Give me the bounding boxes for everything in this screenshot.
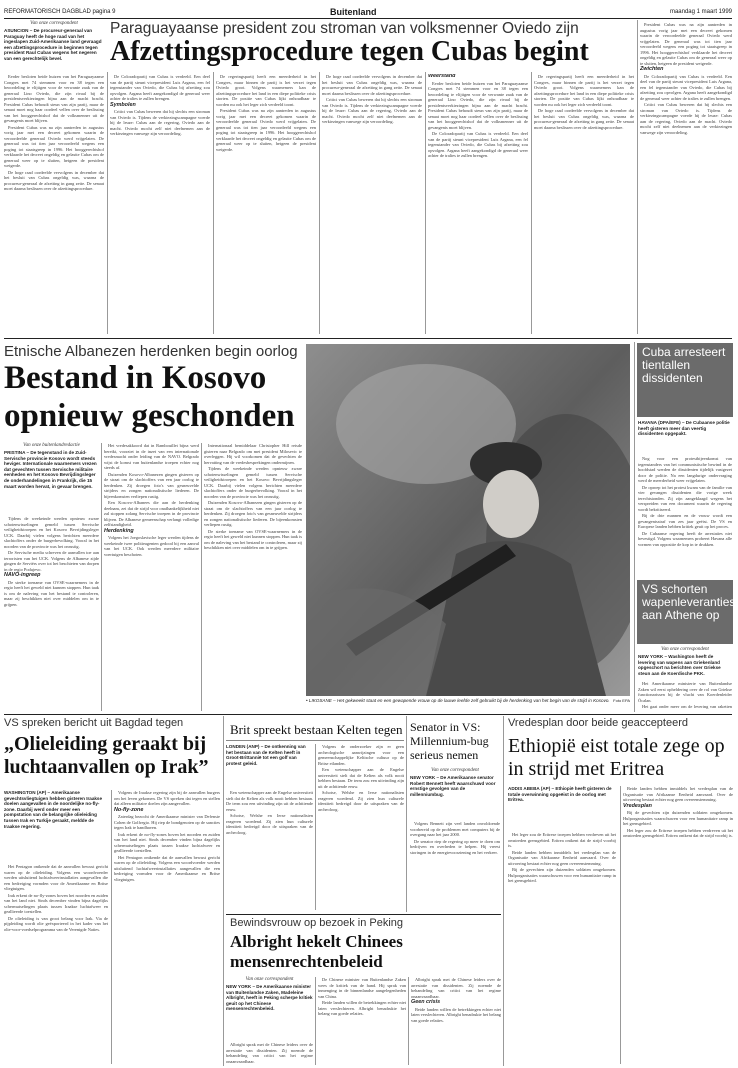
iraq-para: Irak erkent de no-fly-zones boven het noorden en zuiden van het land niet. Sinds december vinden bijna dagelijks schermutselingen plaats tussen Iraakse luchtafweer en geallieerde toestellen. <box>4 892 108 914</box>
kosovo-para: De sterke toename van OVSE-waarnemers in de regio heeft het geweld niet kunnen stoppen. Hun taak is om de naleving van het bestand te controleren, maar zij beschikken niet over middelen om in te grijpen. <box>4 579 99 607</box>
ethiopia-para: Bij de gevechten zijn duizenden soldaten omgekomen. Hulporganisaties waarschuwen voor een humanitaire ramp in het grensgebied. <box>623 810 733 826</box>
iraq-para: Zaterdag bezocht de Amerikaanse minister van Defensie Cohen de Golfregio. Hij riep de bondgenoten op de sancties tegen Irak te handhaven. <box>114 814 220 830</box>
paraguay-headline: Afzettingsprocedure tegen Cubas begint <box>110 36 589 67</box>
usarms-headline-box <box>637 580 736 644</box>
cuba-para: Nog voor een protestbijeenkomst van tegenstanders van het communistische bewind in de hoofdstad werden de dissidenten tijdelijk vastgezet door de politie. Na een langdurige ondervraging werd de meerderheid weer vrijgelaten. <box>638 456 732 483</box>
celts-para: Schotse, Welshe en Ierse nationalisten reageren woedend. Zij zien hun culturele identiteit bedreigd door de uitspraken van de archeoloog. <box>318 790 404 812</box>
celts-lead: LONDEN (ANP) – De ontkenning van het bestaan van de Kelten heeft in Groot-Brittannië tot een golf van protest geleid. <box>226 744 306 766</box>
iraq-col-1 <box>4 864 108 1064</box>
kosovo-para: Het vredesakkoord dat in Rambouillet bijna werd bereikt, voorziet in de inzet van een internationale vredesmacht onder leiding van de NAVO. Belgrado wijst de komst van buitenlandse troepen echter nog steeds af. <box>104 443 199 470</box>
senator-para: De senator riep de regering op meer te doen om bedrijven en overheden te helpen. Hij vreest storingen in de energievoorziening en het verkeer. <box>410 838 500 855</box>
kosovo-subhead: Herdenking <box>104 527 134 534</box>
senator-lead: NEW YORK – De Amerikaanse senator Robert Bennett heeft waarschuwd voor ernstige gevolgen van de millenniumbug. <box>410 775 496 797</box>
paraguay-lead: ASUNCION – De procureur-generaal van Paraguay heeft de hoge raad van het ingeslapen Zuid-Amerikaanse land gevraagd een afzettingsprocedure in beginnen tegen president Raul Cubas wegens het negeren van een gerechtelijk bevel. <box>4 28 102 61</box>
soldier-photo-illustration <box>306 344 630 696</box>
albright-col-1 <box>226 1042 313 1064</box>
paraguay-col-1 <box>4 74 104 336</box>
kosovo-kicker: Etnische Albanezen herdenken begin oorlog <box>4 343 298 360</box>
kosovo-para: Een Kosovo-Albanees die aan de herdenking deelnam, zei dat de strijd voor onafhankelijkheid niet zal stoppen zolang Servische troepen in de provincie blijven. De Albanese gemeenschap verlangt volledige zelfstandigheid. <box>104 500 199 527</box>
paraguay-byline: Van onze correspondent <box>30 21 78 26</box>
paraguay-para: Eerder besloten beide huizen van het Paraguayaanse Congres met 74 stemmen voor en 38 tegen een beoordeling te vlijtigen voor de verwante zaak van de generaal Lino Oviedo, die zijn rivaal bij de presidentsverkiezingen bijna aan de macht bracht. President Cubas behoudt steun van zijn partij, maar de senaat moet nog haar oordeel vellen over de beslissing van het hooggerechtshof dat de volksmenner uit de gevangenis moet blijven. <box>4 74 104 123</box>
paraguay-para: President Cubas was na zijn aantreden in augustus vorig jaar met een decreet gekomen waarin de veroordeelde generaal Oviedo werd vrijgelaten. De generaal was tot tien jaar veroordeeld wegens een poging tot staatsgreep in 1996. Het hooggerechtshof verklaarde het decreet ongeldig en gelastte Cubas om de generaal weer op te sluiten, hetgeen de president weigerde. <box>640 22 732 66</box>
ethiopia-para: Bij de gevechten zijn duizenden soldaten omgekomen. Hulporganisaties waarschuwen voor een humanitaire ramp in het grensgebied. <box>508 867 616 883</box>
celts-para: Volgens de onderzoeker zijn er geen archeologische aanwijzingen voor een gemeenschappelijke Keltische cultuur op de Britse eilanden. <box>318 744 404 766</box>
paraguay-subhead: Zwichten <box>640 66 664 72</box>
cuba-body <box>638 456 732 576</box>
paraguay-kicker: Paraguayaanse president zou stroman van volksmenner Oviedo zijn <box>110 20 579 37</box>
section-title: Buitenland <box>330 7 377 17</box>
caption-text: • LIKOSANE – Het gekweekt staat en een gewapende vrouw op de lauwe leefde zelf gebruikt bij de herdenking van het begin van de strijd in Kosovo. <box>306 698 610 703</box>
kosovo-para: Tijdens de weekeinde werden opnieuw zware schotenwisselingen gemeld tussen Servische veiligheidstroepen en het Kosovo Bevrijdingsleger UCK. Daarbij vielen volgens berichten meerdere slachtoffers onder de burgerbevolking. Vooral in het noorden van de provincie was het onrustig. <box>4 516 99 549</box>
ethiopia-col-1 <box>508 832 616 1064</box>
iraq-subhead: No-fly-zone <box>114 806 144 813</box>
section-rule <box>226 914 501 915</box>
page-date: maandag 1 maart 1999 <box>669 9 732 15</box>
celts-col-1 <box>226 790 313 910</box>
header-rule <box>4 18 732 19</box>
iraq-para: Volgens de Iraakse regering zijn bij de aanvallen burgers om het leven gekomen. De VS spreken dat tegen en stellen dat alleen militaire doelen zijn aangevallen. <box>114 790 220 806</box>
ethiopia-para: Het leger zou de Eritrese troepen hebben verdreven uit het omstreden grensgebied. Eritrea ontkent dat de strijd voorbij is. <box>508 832 616 848</box>
albright-para: Beide landen willen de betrekkingen echter niet laten verslechteren. Albright benadrukte het belang van goede relaties. <box>318 1000 406 1016</box>
albright-para: Beide landen willen de betrekkingen echter niet laten verslechteren. Albright benadrukte het belang van goede relaties. <box>411 1006 501 1023</box>
kosovo-para: De sterke toename van OVSE-waarnemers in de regio heeft het geweld niet kunnen stoppen. Hun taak is om de naleving van het bestand te controleren, maar zij beschikken niet over middelen om in te grijpen. <box>204 528 302 550</box>
kosovo-byline: Van onze buitenlandredactie <box>23 443 80 448</box>
iraq-para: Het Pentagon ontkende dat de aanvallen bewust gericht waren op de olieleiding. Volgens een woordvoerder werden uitsluitend luchtafweerinstallaties aangevallen die een bedreiging vormden voor de Amerikaanse en Britse vliegtuigen. <box>4 864 108 891</box>
paraguay-col-4 <box>322 74 422 336</box>
paraguay-col-6 <box>534 74 634 336</box>
celts-col-2 <box>318 744 404 910</box>
paraguay-col-2 <box>110 74 210 336</box>
paraguay-subhead: Symbolen <box>110 101 136 108</box>
kosovo-headline-2: opnieuw geschonden <box>4 398 295 434</box>
ethiopia-para: Beide landen hebben inmiddels het vredesplan van de Organisatie van Afrikaanse Eenheid aanvaard. Over de uitvoering bestaat echter nog geen overeenstemming. <box>623 786 733 802</box>
kosovo-para: De Servische media schreven de aanvallen toe aan terroristen van het UCK. Volgens de Albanese zijde gingen de Serviërs over tot het beschieten van dorpen in de regio Podujevo. <box>4 550 99 572</box>
usarms-byline: Van onze correspondent <box>661 647 709 652</box>
usarms-para: Het gaat onder meer om de levering van raketten <box>642 704 732 709</box>
albright-col-2 <box>318 977 406 1065</box>
section-rule <box>4 338 732 339</box>
section-rule <box>4 714 732 715</box>
paraguay-para: De Coloradopartij van Cubas is verdeeld. Een deel van de partij steunt vicepresident Luis Argana, een fel tegenstander van Oviedo, die Cubas bij afzetting zou opvolgen. Argana heeft aangekondigd de generaal weer achter de tralies te zullen brengen. <box>428 131 528 158</box>
paraguay-para: Critici van Cubas beweren dat hij slechts een stroman van Oviedo is. Tijdens de verkiezingscampagne voerde hij de leuze: Cubas aan de regering, Oviedo aan de macht. Oviedo mocht zelf niet deelnemen aan de verkiezingen vanwege zijn veroordeling. <box>640 102 732 135</box>
iraq-para: Het Pentagon ontkende dat de aanvallen bewust gericht waren op de olieleiding. Volgens een woordvoerder werden uitsluitend luchtafweerinstallaties aangevallen die een bedreiging vormden voor de Amerikaanse en Britse vliegtuigen. <box>114 854 220 882</box>
ethiopia-lead: ADDIS ABEBA (AP) – Ethiopië heeft gisteren de totale overwinning opgeëist in de oorlog met Eritrea. <box>508 786 612 803</box>
paraguay-para: President Cubas was na zijn aantreden in augustus vorig jaar met een decreet gekomen waarin de veroordeelde generaal Oviedo werd vrijgelaten. De generaal was tot tien jaar veroordeeld wegens een poging tot staatsgreep in 1996. Het hooggerechtshof verklaarde het decreet ongeldig en gelastte Cubas om de generaal weer op te sluiten, hetgeen de president weigerde. <box>4 124 104 168</box>
iraq-para: Irak erkent de no-fly-zones boven het noorden en zuiden van het land niet. Sinds december vinden bijna dagelijks schermutselingen plaats tussen Iraakse luchtafweer en geallieerde toestellen. <box>114 831 220 853</box>
kosovo-col-1 <box>4 516 99 712</box>
cuba-lead: HAVANA (DPA/EFE) – De Cubaanse politie heeft gisteren meer dan veertig dissidenten opgepakt. <box>638 420 730 437</box>
iraq-headline: „Olieleiding geraakt bij luchtaanvallen op Irak” <box>4 733 209 778</box>
kosovo-para: Volgens het Joegoslavische leger werden tijdens de weekeinde twee politieagenten gedood bij een aanval van het UCK. Ook werden meerdere militaire voertuigen beschoten. <box>104 535 199 557</box>
kosovo-photo <box>306 344 630 696</box>
cuba-headline-box <box>637 343 733 417</box>
paraguay-para: Critici van Cubas beweren dat hij slechts een stroman van Oviedo is. Tijdens de verkiezingscampagne voerde hij de leuze: Cubas aan de regering, Oviedo aan de macht. Oviedo mocht zelf niet deelnemen aan de verkiezingen vanwege zijn veroordeling. <box>110 109 210 136</box>
ethiopia-headline: Ethiopië eist totale zege op in strijd met Eritrea <box>508 735 725 780</box>
paraguay-subhead: Weerstand <box>428 74 456 79</box>
albright-headline: Albright hekelt Chinees mensenrechtenbeleid <box>230 932 403 971</box>
cuba-para: Bij de drie mannen en de vrouw wordt een gevangenisstraf van zes jaar geëist. De VS en Europese landen hebben kritiek geuit op het proces. <box>638 513 732 529</box>
albright-para: Albright sprak met de Chinese leiders over de arrestatie van dissidenten. Zij noemde de behandeling van critici van het regime onaanvaardbaar. <box>411 977 501 999</box>
paraguay-col-7 <box>640 22 732 334</box>
paraguay-para: De Coloradopartij van Cubas is verdeeld. Een deel van de partij steunt vicepresident Luis Argana, een fel tegenstander van Oviedo, die Cubas bij afzetting zou opvolgen. Argana heeft aangekondigd de generaal weer achter de tralies te zullen brengen. <box>110 74 210 101</box>
page-header-left: REFORMATORISCH DAGBLAD pagina 9 <box>4 9 116 15</box>
ethiopia-subhead: Vredesplan <box>623 802 652 809</box>
celts-para: Schotse, Welshe en Ierse nationalisten reageren woedend. Zij zien hun culturele identiteit bedreigd door de uitspraken van de archeoloog. <box>226 813 313 835</box>
usarms-body <box>638 681 732 711</box>
paraguay-para: Eerder besloten beide huizen van het Paraguayaanse Congres met 74 stemmen voor en 38 tegen een beoordeling te vlijtigen voor de verwante zaak van de generaal Lino Oviedo, die zijn rivaal bij de presidentsverkiezingen bijna aan de macht bracht. President Cubas behoudt steun van zijn partij, maar de senaat moet nog haar oordeel vellen over de beslissing van het hooggerechtshof dat de volksmenner uit de gevangenis moet blijven. <box>428 80 528 130</box>
paraguay-para: De hoge raad oordeelde vervolgens in december dat het besluit van Cubas ongeldig was, waarna de procureur-generaal de afzetting in gang zette. De senaat moet daarna beslissen over de afzettingsprocedure. <box>4 169 104 191</box>
paraguay-para: De regeringspartij heeft een meerderheid in het Congres, maar binnen de partij is het verzet tegen Oviedo groot. Volgens waarnemers kan de afzettingsprocedure het land in een diepe politieke crisis storten. De positie van Cubas lijkt onhoudbaar te worden nu ook het leger zich verdeeld toont. <box>216 74 316 107</box>
kosovo-col-3 <box>204 443 302 695</box>
paraguay-para: De hoge raad oordeelde vervolgens in december dat het besluit van Cubas ongeldig was, waarna de procureur-generaal de afzetting in gang zette. De senaat moet daarna beslissen over de afzettingsprocedure. <box>322 74 422 96</box>
ethiopia-kicker: Vredesplan door beide geaccepteerd <box>508 717 689 729</box>
albright-col-3 <box>411 977 501 1065</box>
paraguay-para: De regeringspartij heeft een meerderheid in het Congres, maar binnen de partij is het verzet tegen Oviedo groot. Volgens waarnemers kan de afzettingsprocedure het land in een diepe politieke crisis storten. De positie van Cubas lijkt onhoudbaar te worden nu ook het leger zich verdeeld toont. <box>534 74 634 107</box>
kosovo-caption <box>306 698 630 703</box>
usarms-lead: NEW YORK – Washington heeft de levering van wapens aan Griekenland opgeschort na berichten over Griekse steun aan de Koerdische PKK. <box>638 654 721 676</box>
albright-para: Albright sprak met de Chinese leiders over de arrestatie van dissidenten. Zij noemde de behandeling van critici van het regime onaanvaardbaar. <box>226 1042 313 1064</box>
albright-kicker: Bewindsvrouw op bezoek in Peking <box>230 917 404 929</box>
kosovo-para: Duizenden Kosovo-Albanezen gingen gisteren op de straat om de slachtoffers van een jaar oorlog te herdenken. Zij droegen foto's van gesneuvelde strijders en zongen nationalistische liederen. De bijeenkomsten verliepen rustig. <box>204 500 302 527</box>
ethiopia-para: Beide landen hebben inmiddels het vredesplan van de Organisatie van Afrikaanse Eenheid aanvaard. Over de uitvoering bestaat echter nog geen overeenstemming. <box>508 849 616 866</box>
celts-para: Een wetenschapper aan de Engelse universiteit stelt dat de Kelten als volk nooit hebben bestaan. De term zou een uitvinding zijn uit de achttiende eeuw. <box>226 790 313 812</box>
kosovo-subhead: NAVO-ingreep <box>4 572 41 578</box>
ethiopia-col-2 <box>623 786 733 1064</box>
kosovo-headline-1: Bestand in Kosovo <box>4 360 267 396</box>
senator-headline: Senator in VS: Millennium-bug serieus nemen <box>410 720 489 762</box>
photo-credit: Foto EPA <box>613 698 630 703</box>
ethiopia-para: Het leger zou de Eritrese troepen hebben verdreven uit het omstreden grensgebied. Eritrea ontkent dat de strijd voorbij is. <box>623 827 733 838</box>
usarms-para: Het Amerikaanse ministerie van Buitenlandse Zaken wil eerst opheldering over de rol van Griekse functionarissen bij de vlucht van Koerdenleider Öcalan. <box>638 681 732 703</box>
cuba-para: De oproep tot het protest kwam van de familie van vier gevangen dissidenten die vorige week terechtstonden. Zij zijn aangeklaagd wegens het verspreiden van een document waarin de regering wordt bekritiseerd. <box>638 484 732 512</box>
paraguay-col-3 <box>216 74 316 336</box>
kosovo-lead: PRISTINA – De tegenstand in de Zuid-Servische provincie Kosovo wordt steeds heviger. Internationale waarnemers vrezen dat gevechten tussen Servische militaire eenheden en het Kosovo Bevrijdingsleger de onderhandelingen in Frankrijk, die 15 maart worden hervat, in gevaar brengen. <box>4 450 97 489</box>
iraq-col-2 <box>114 790 220 1064</box>
paraguay-para: Critici van Cubas beweren dat hij slechts een stroman van Oviedo is. Tijdens de verkiezingscampagne voerde hij de leuze: Cubas aan de regering, Oviedo aan de macht. Oviedo mocht zelf niet deelnemen aan de verkiezingen vanwege zijn veroordeling. <box>322 97 422 124</box>
albright-subhead: Geen crisis <box>411 999 441 1005</box>
kosovo-para: Duizenden Kosovo-Albanezen gingen gisteren op de straat om de slachtoffers van een jaar oorlog te herdenken. Zij droegen foto's van gesneuvelde strijders en zongen nationalistische liederen. De bijeenkomsten verliepen rustig. <box>104 471 199 499</box>
paraguay-col-5 <box>428 74 528 336</box>
cuba-para: De Cubaanse regering heeft de arrestaties niet bevestigd. Volgens waarnemers probeert Havana alle vormen van oppositie de kop in te drukken. <box>638 530 732 547</box>
iraq-lead: WASHINGTON (AP) – Amerikaanse gevechtsvliegtuigen hebben gisteren Iraakse doelen aangevallen in de noordelijke no-fly-zone. Daarbij werd onder meer een pompstation van de belangrijke olieleiding tussen Irak en Turkije geraakt, meldde de Iraakse regering. <box>4 790 103 829</box>
paraguay-para: De Coloradopartij van Cubas is verdeeld. Een deel van de partij steunt vicepresident Luis Argana, een fel tegenstander van Oviedo, die Cubas bij afzetting zou opvolgen. Argana heeft aangekondigd de generaal weer achter de tralies te zullen brengen. <box>640 73 732 101</box>
kosovo-para: Internationaal bemiddelaar Christopher Hill reisde gisteren naar Belgrado om met president Milosevic te overleggen. Hij wil voorkomen dat de gevechten de hervatting van de vredesbesprekingen ondermijnen. <box>204 443 302 465</box>
cuba-headline: Cuba arresteert tientallen dissidenten <box>642 345 726 385</box>
celts-para: Een wetenschapper aan de Engelse universiteit stelt dat de Kelten als volk nooit hebben bestaan. De term zou een uitvinding zijn uit de achttiende eeuw. <box>318 767 404 789</box>
paraguay-para: De hoge raad oordeelde vervolgens in december dat het besluit van Cubas ongeldig was, waarna de procureur-generaal de afzetting in gang zette. De senaat moet daarna beslissen over de afzettingsprocedure. <box>534 108 634 130</box>
senator-body <box>410 821 500 911</box>
celts-headline: Brit spreekt bestaan Kelten tegen <box>230 722 403 737</box>
senator-byline: Van onze correspondent <box>431 768 479 773</box>
kosovo-col-2 <box>104 443 199 711</box>
paraguay-para: President Cubas was na zijn aantreden in augustus vorig jaar met een decreet gekomen waarin de veroordeelde generaal Oviedo werd vrijgelaten. De generaal was tot tien jaar veroordeeld wegens een poging tot staatsgreep in 1996. Het hooggerechtshof verklaarde het decreet ongeldig en gelastte Cubas om de generaal weer op te sluiten, hetgeen de president weigerde. <box>216 108 316 152</box>
albright-byline: Van onze correspondent <box>245 977 294 982</box>
section-rule <box>226 740 404 741</box>
senator-para: Volgens Bennett zijn veel landen onvoldoende voorbereid op de problemen met computers bij de overgang naar het jaar 2000. <box>410 821 500 837</box>
iraq-para: De olieleiding is van groot belang voor Irak. Via de pijpleiding wordt olie geëxporteerd in het kader van het olie-voor-voedselprogramma van de Verenigde Naties. <box>4 915 108 932</box>
albright-para: De Chinese minister van Buitenlandse Zaken wees de kritiek van de hand. Hij sprak van inmenging in de binnenlandse aangelegenheden van China. <box>318 977 406 999</box>
albright-lead: NEW YORK – De Amerikaanse minister van Buitenlandse Zaken, Madeleine Albright, heeft in Peking scherpe kritiek geuit op het Chinese mensenrechtenbeleid. <box>226 984 313 1012</box>
usarms-headline: VS schorten wapenleveranties aan Athene op <box>642 582 736 622</box>
kosovo-para: Tijdens de weekeinde werden opnieuw zware schotenwisselingen gemeld tussen Servische veiligheidstroepen en het Kosovo Bevrijdingsleger UCK. Daarbij vielen volgens berichten meerdere slachtoffers onder de burgerbevolking. Vooral in het noorden van de provincie was het onrustig. <box>204 466 302 499</box>
iraq-kicker: VS spreken bericht uit Bagdad tegen <box>4 717 184 729</box>
